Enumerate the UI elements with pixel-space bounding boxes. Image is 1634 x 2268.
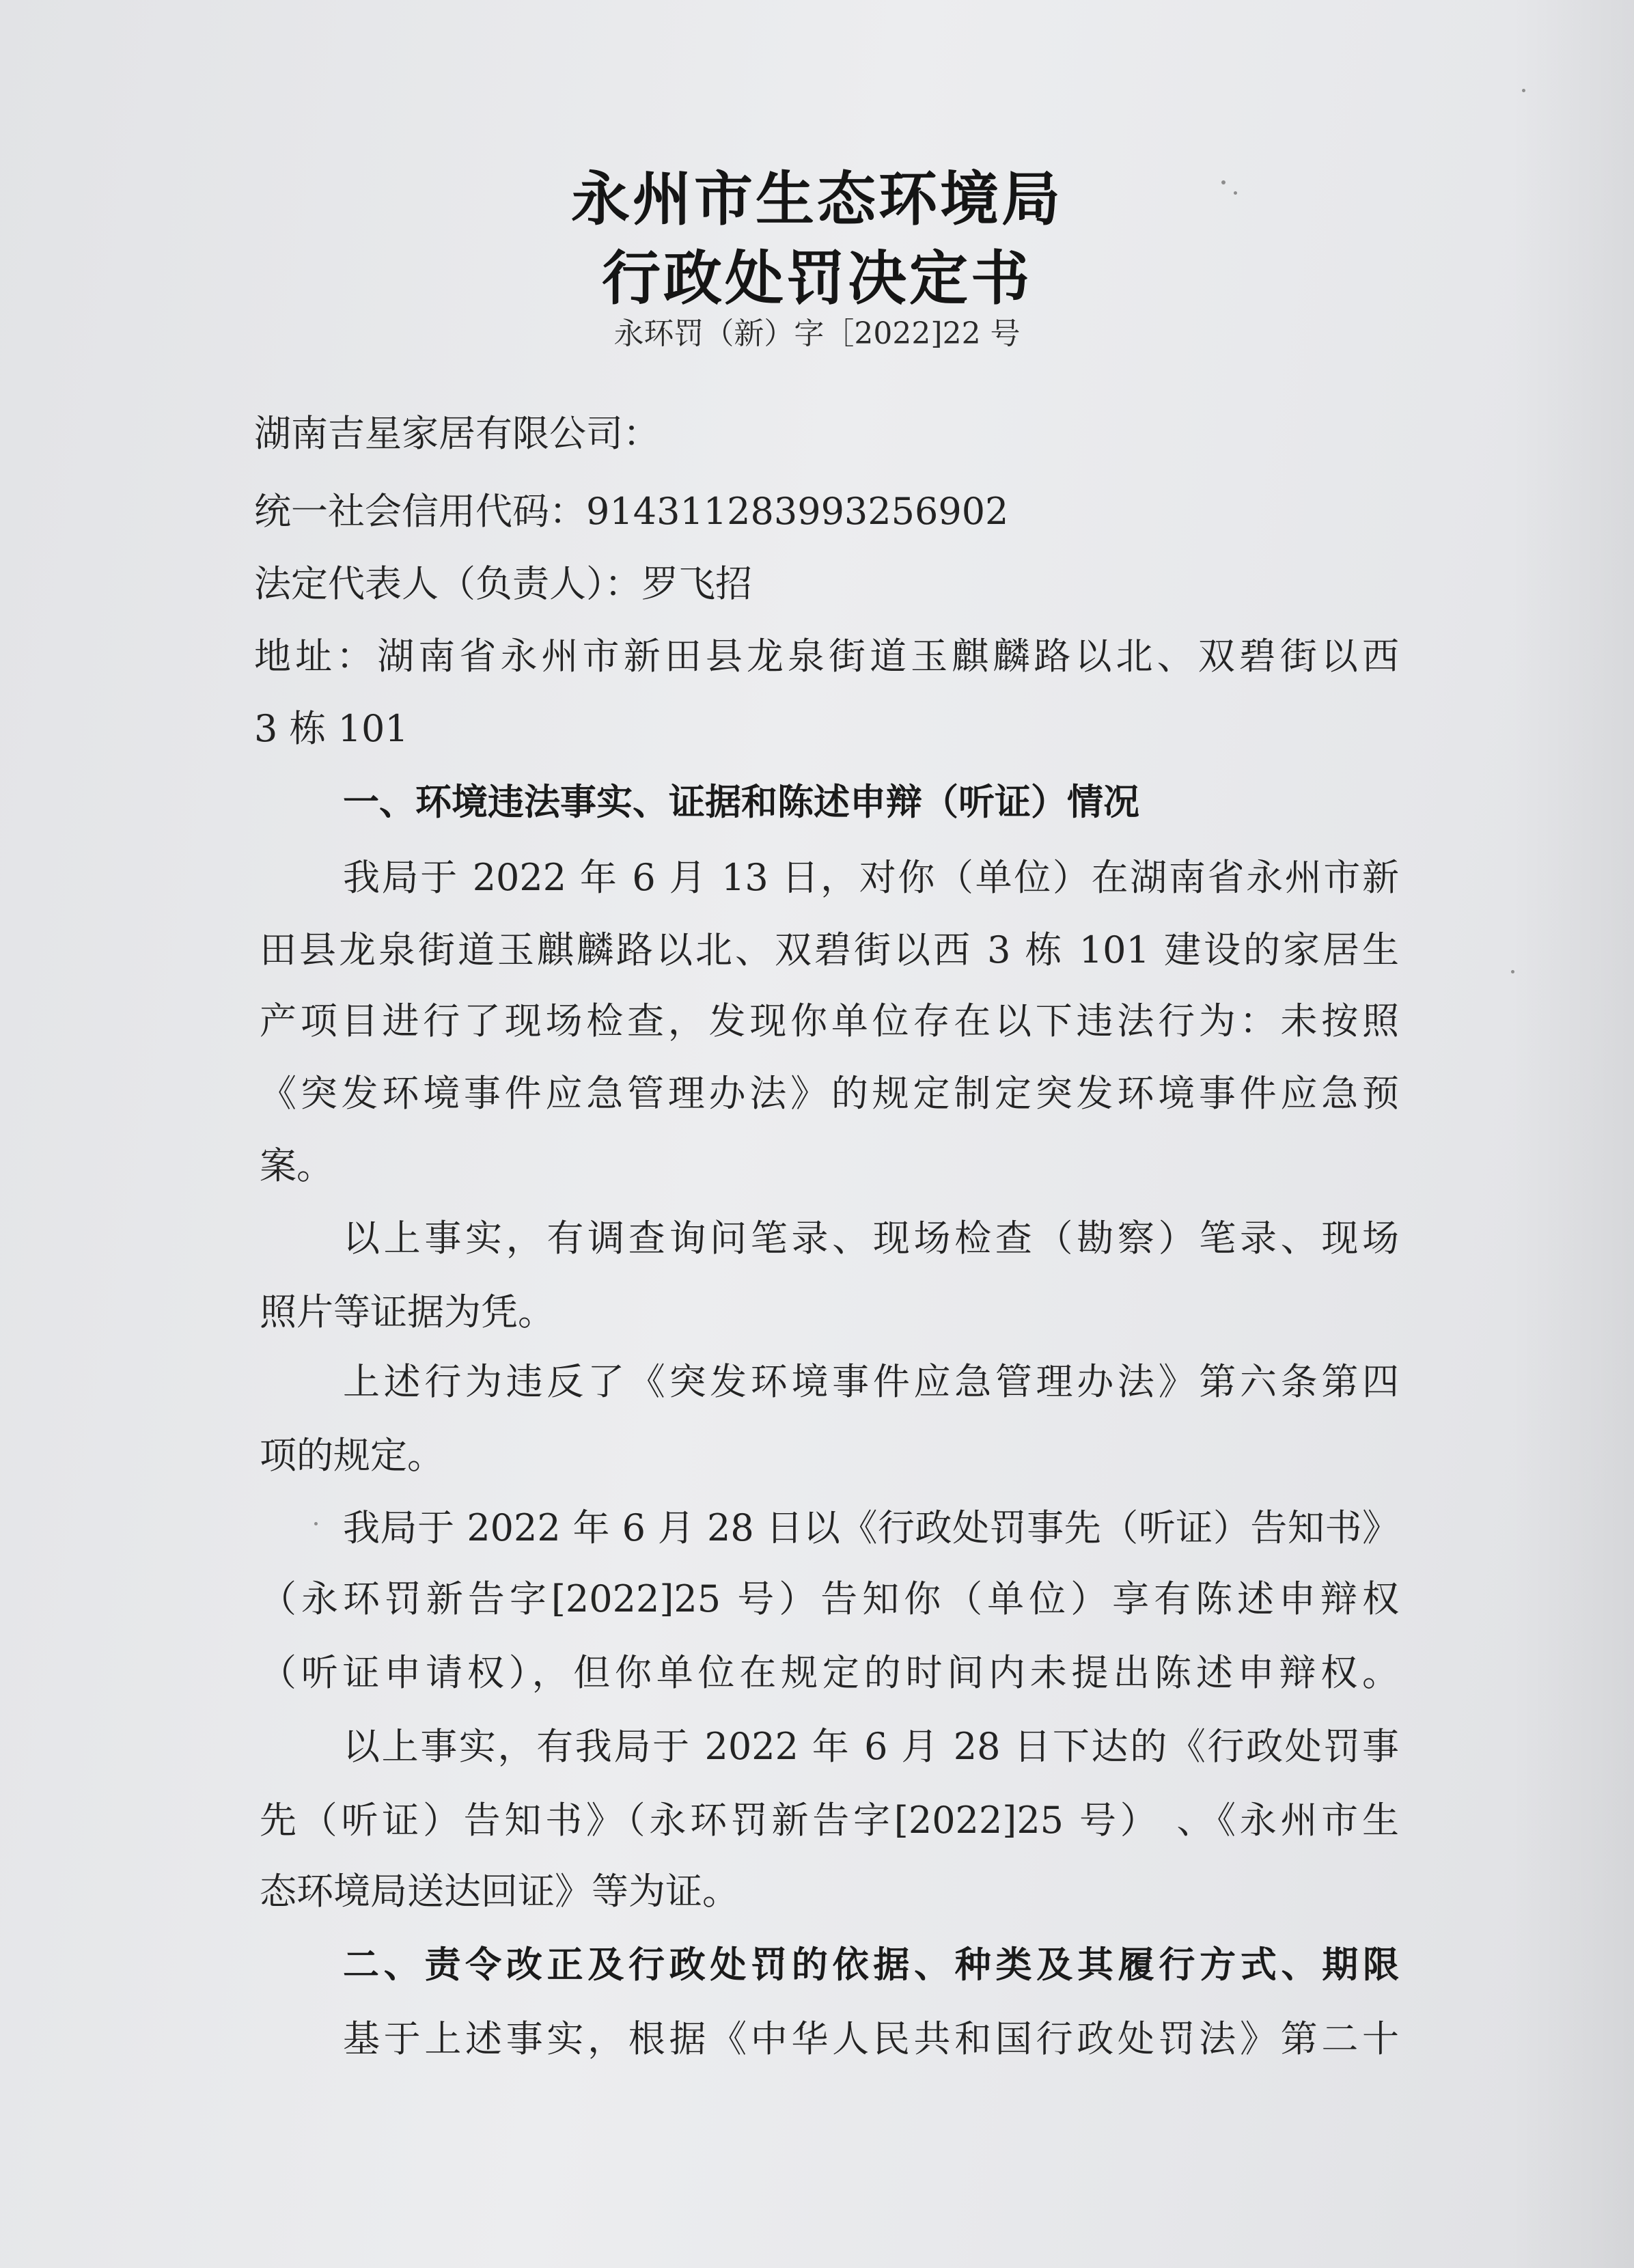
address-line-cont: 3 栋 101 — [254, 707, 408, 750]
body-line: 案。 — [260, 1144, 333, 1187]
document-number: 永环罚（新）字［2022]22 号 — [613, 316, 1021, 351]
body-line: 我局于 2022 年 6 月 28 日以《行政处罚事先（听证）告知书》 — [343, 1506, 1399, 1549]
body-line: 田县龙泉街道玉麒麟路以北、双碧街以西 3 栋 101 建设的家居生 — [260, 928, 1399, 971]
legal-representative-line: 法定代表人（负责人）：罗飞招 — [254, 562, 752, 605]
body-line: 上述行为违反了《突发环境事件应急管理办法》第六条第四 — [343, 1360, 1399, 1403]
address-line: 地址：湖南省永州市新田县龙泉街道玉麒麟路以北、双碧街以西 — [254, 635, 1399, 678]
document-title-line-2: 行政处罚决定书 — [602, 245, 1032, 313]
body-line: （听证申请权），但你单位在规定的时间内未提出陈述申辩权。 — [260, 1651, 1399, 1694]
body-line: 以上事实，有我局于 2022 年 6 月 28 日下达的《行政处罚事 — [343, 1725, 1399, 1768]
document-title-line-1: 永州市生态环境局 — [571, 165, 1063, 234]
body-line: （永环罚新告字[2022]25 号）告知你（单位）享有陈述申辩权 — [260, 1577, 1399, 1620]
paper-speck — [1511, 970, 1514, 973]
body-line: 项的规定。 — [260, 1434, 444, 1477]
paper-speck — [1522, 89, 1525, 92]
body-line: 《突发环境事件应急管理办法》的规定制定突发环境事件应急预 — [260, 1072, 1399, 1115]
body-line: 产项目进行了现场检查，发现你单位存在以下违法行为：未按照 — [260, 999, 1399, 1042]
recipient-line: 湖南吉星家居有限公司： — [254, 412, 660, 455]
body-line: 基于上述事实，根据《中华人民共和国行政处罚法》第二十 — [343, 2017, 1399, 2060]
body-line: 以上事实，有调查询问笔录、现场检查（勘察）笔录、现场 — [343, 1217, 1399, 1260]
body-line: 我局于 2022 年 6 月 13 日，对你（单位）在湖南省永州市新 — [343, 856, 1399, 899]
paper-speck — [314, 1522, 318, 1525]
body-line: 照片等证据为凭。 — [260, 1290, 555, 1333]
section-heading-1: 一、环境违法事实、证据和陈述申辩（听证）情况 — [343, 782, 1139, 823]
credit-code-line: 统一社会信用代码：914311283993256902 — [254, 490, 1009, 533]
section-heading-2: 二、责令改正及行政处罚的依据、种类及其履行方式、期限 — [343, 1944, 1399, 1986]
body-line: 态环境局送达回证》等为证。 — [260, 1870, 739, 1913]
body-line: 先（听证）告知书》（永环罚新告字[2022]25 号） 、《永州市生 — [260, 1799, 1399, 1842]
